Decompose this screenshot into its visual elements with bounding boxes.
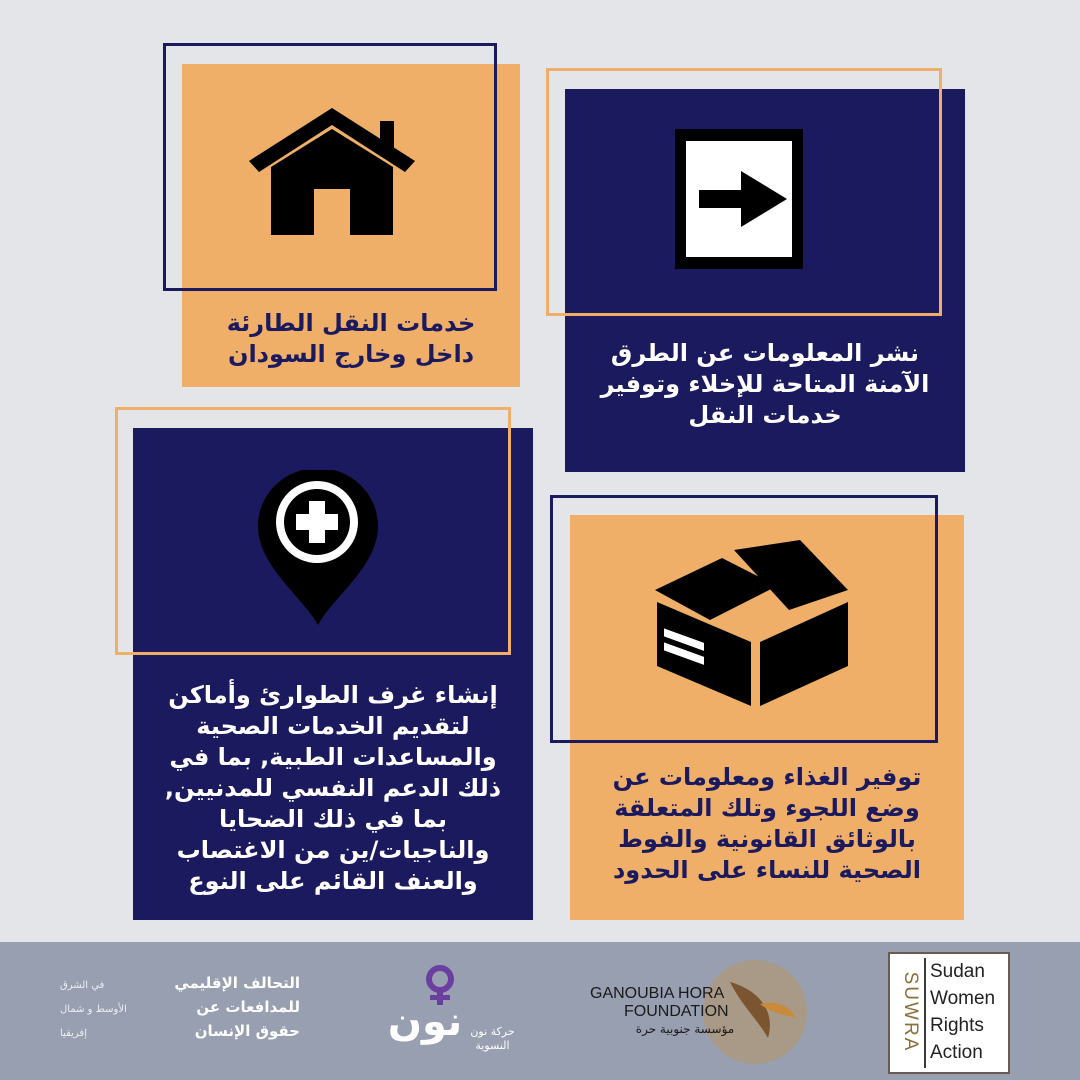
card-transport-text: خدمات النقل الطارئة داخل وخارج السودان (226, 309, 476, 368)
noon-mark: نون (387, 999, 463, 1045)
box-icon (652, 536, 852, 708)
footer-logos-bar (0, 942, 1080, 1080)
arrow-right-icon (675, 129, 803, 269)
medical-location-pin-icon (258, 470, 378, 628)
noon-subtitle-1: حركة نون (470, 1025, 515, 1038)
noon-subtitle-2: النسوية (475, 1039, 510, 1052)
card-health-text: إنشاء غرف الطوارئ وأماكن لتقديم الخدمات الصحية والمساعدات الطبية, بما في ذلك الدعم النفسي للمدنيين, بما في ذلك الضحايا والناجيات/ين من الاغتصاب والعنف القائم على النوع (164, 681, 502, 895)
card-safe-routes-text: نشر المعلومات عن الطرق الآمنة المتاحة للإخلاء وتوفير خدمات النقل (600, 339, 930, 429)
noon-movement-logo (370, 957, 520, 1067)
alliance-line1-small: في الشرق (60, 980, 105, 991)
suwra-word-action: Action (930, 1042, 983, 1063)
ganoubia-line1: GANOUBIA HORA (590, 985, 725, 1002)
alliance-line3-small: إفريقيا (60, 1028, 87, 1039)
suwra-word-sudan: Sudan (930, 961, 985, 982)
ganoubia-line2: FOUNDATION (624, 1003, 729, 1020)
alliance-line1: التحالف الإقليمي (174, 974, 300, 992)
suwra-logo (888, 952, 1010, 1074)
alliance-logo (60, 974, 300, 1046)
suwra-word-women: Women (930, 988, 996, 1009)
card-food-text: توفير الغذاء ومعلومات عن وضع اللجوء وتلك المتعلقة بالوثائق القانونية والفوط الصحية للنساء على الحدود (612, 763, 922, 884)
suwra-word-rights: Rights (930, 1015, 984, 1036)
alliance-line3: حقوق الإنسان (194, 1022, 300, 1040)
suwra-side-label: SUWRA (900, 971, 921, 1053)
ganoubia-arabic: مؤسسة جنوبية حرة (635, 1022, 735, 1036)
alliance-line2-small: الأوسط و شمال (60, 1004, 127, 1015)
alliance-line2: للمدافعات عن (196, 998, 300, 1016)
ganoubia-hora-logo (580, 960, 810, 1065)
house-icon (245, 105, 420, 235)
